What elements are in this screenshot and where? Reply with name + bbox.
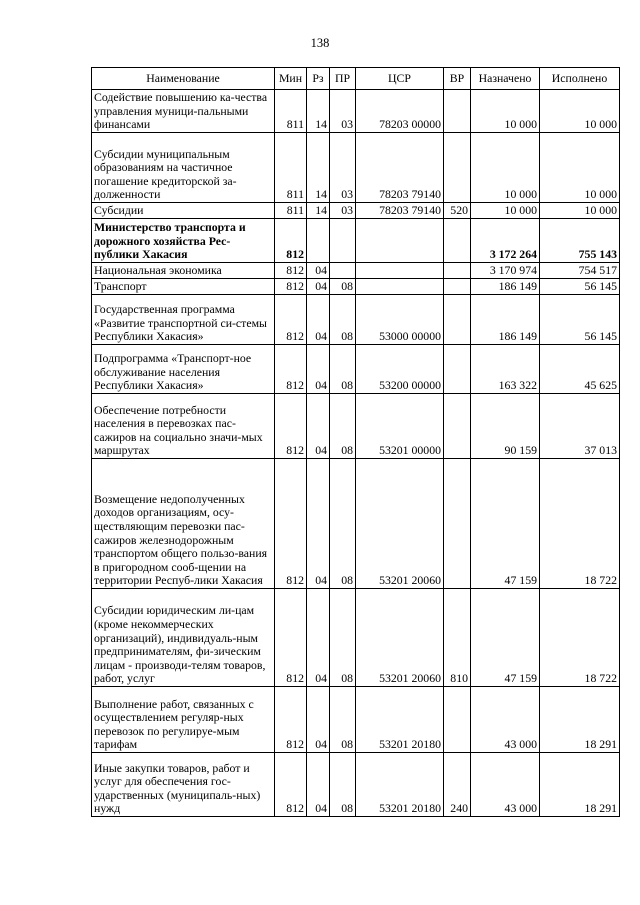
row-min: 812 xyxy=(275,459,307,589)
row-rz: 14 xyxy=(307,203,330,219)
row-csr xyxy=(356,279,444,295)
row-executed: 10 000 xyxy=(540,133,620,203)
row-executed: 754 517 xyxy=(540,263,620,279)
row-assigned: 3 170 974 xyxy=(471,263,540,279)
row-name: Субсидии муниципальным образованиям на частичное погашение кредиторской за-долженности xyxy=(92,133,275,203)
row-executed: 18 722 xyxy=(540,589,620,687)
row-name: Национальная экономика xyxy=(92,263,275,279)
col-header-name: Наименование xyxy=(92,68,275,90)
row-assigned: 186 149 xyxy=(471,295,540,345)
row-vr xyxy=(444,219,471,263)
row-pr: 08 xyxy=(330,753,356,817)
row-rz: 04 xyxy=(307,753,330,817)
row-assigned: 3 172 264 xyxy=(471,219,540,263)
row-rz: 04 xyxy=(307,263,330,279)
col-header-csr: ЦСР xyxy=(356,68,444,90)
col-header-min: Мин xyxy=(275,68,307,90)
row-csr: 53201 20180 xyxy=(356,687,444,753)
row-assigned: 10 000 xyxy=(471,203,540,219)
row-csr: 78203 00000 xyxy=(356,90,444,133)
row-pr: 08 xyxy=(330,279,356,295)
row-name: Министерство транспорта и дорожного хозяйства Рес-публики Хакасия xyxy=(92,219,275,263)
row-csr: 53201 20060 xyxy=(356,589,444,687)
row-csr: 53200 00000 xyxy=(356,345,444,394)
table-row xyxy=(92,90,620,133)
row-min: 812 xyxy=(275,394,307,459)
table-row xyxy=(92,345,620,394)
table-row xyxy=(92,133,620,203)
row-csr: 53201 00000 xyxy=(356,394,444,459)
row-min: 812 xyxy=(275,219,307,263)
row-assigned: 10 000 xyxy=(471,133,540,203)
row-vr: 810 xyxy=(444,589,471,687)
row-rz: 04 xyxy=(307,589,330,687)
row-min: 811 xyxy=(275,203,307,219)
row-vr xyxy=(444,295,471,345)
row-executed: 56 145 xyxy=(540,295,620,345)
table-row xyxy=(92,589,620,687)
table-row xyxy=(92,279,620,295)
row-name: Иные закупки товаров, работ и услуг для обеспечения гос-ударственных (муниципаль-ных) нужд xyxy=(92,753,275,817)
row-pr: 08 xyxy=(330,589,356,687)
page-number: 138 xyxy=(310,36,330,50)
row-executed: 37 013 xyxy=(540,394,620,459)
row-assigned: 186 149 xyxy=(471,279,540,295)
table-row xyxy=(92,219,620,263)
row-min: 812 xyxy=(275,263,307,279)
row-pr: 08 xyxy=(330,687,356,753)
row-name: Субсидии xyxy=(92,203,275,219)
row-assigned: 47 159 xyxy=(471,459,540,589)
table-row xyxy=(92,263,620,279)
row-pr: 08 xyxy=(330,345,356,394)
row-pr: 08 xyxy=(330,394,356,459)
row-name: Подпрограмма «Транспорт-ное обслуживание населения Республики Хакасия» xyxy=(92,345,275,394)
col-header-executed: Исполнено xyxy=(540,68,620,90)
row-csr: 53000 00000 xyxy=(356,295,444,345)
row-min: 812 xyxy=(275,753,307,817)
row-rz: 04 xyxy=(307,279,330,295)
row-executed: 45 625 xyxy=(540,345,620,394)
row-rz: 04 xyxy=(307,459,330,589)
row-vr xyxy=(444,263,471,279)
row-pr: 03 xyxy=(330,90,356,133)
row-pr xyxy=(330,219,356,263)
row-vr xyxy=(444,394,471,459)
row-assigned: 90 159 xyxy=(471,394,540,459)
row-csr: 78203 79140 xyxy=(356,133,444,203)
row-name: Содействие повышению ка-чества управления муници-пальными финансами xyxy=(92,90,275,133)
row-rz: 04 xyxy=(307,394,330,459)
row-pr xyxy=(330,263,356,279)
row-csr: 78203 79140 xyxy=(356,203,444,219)
row-rz: 14 xyxy=(307,133,330,203)
col-header-rz: Рз xyxy=(307,68,330,90)
row-assigned: 163 322 xyxy=(471,345,540,394)
table-row xyxy=(92,687,620,753)
col-header-pr: ПР xyxy=(330,68,356,90)
row-min: 811 xyxy=(275,90,307,133)
table-row xyxy=(92,295,620,345)
row-csr xyxy=(356,219,444,263)
row-vr: 520 xyxy=(444,203,471,219)
row-vr xyxy=(444,687,471,753)
row-pr: 03 xyxy=(330,133,356,203)
row-name: Субсидии юридическим ли-цам (кроме некоммерческих организаций), индивидуаль-ным предпринимателям, фи-зическим лицам - производи-телям товаров, работ, услуг xyxy=(92,589,275,687)
row-csr xyxy=(356,263,444,279)
row-csr: 53201 20060 xyxy=(356,459,444,589)
row-assigned: 43 000 xyxy=(471,753,540,817)
table-row xyxy=(92,459,620,589)
row-name: Возмещение недополученных доходов организациям, осу-ществляющим перевозки пас-сажиров железнодорожным транспортом общего пользо-вания в пригородном сооб-щении на территории Респуб-лики Хакасия xyxy=(92,459,275,589)
budget-table xyxy=(91,67,620,817)
row-executed: 18 722 xyxy=(540,459,620,589)
row-executed: 18 291 xyxy=(540,753,620,817)
row-pr: 03 xyxy=(330,203,356,219)
row-assigned: 47 159 xyxy=(471,589,540,687)
header-row xyxy=(92,68,620,90)
row-executed: 56 145 xyxy=(540,279,620,295)
row-pr: 08 xyxy=(330,459,356,589)
row-assigned: 43 000 xyxy=(471,687,540,753)
row-executed: 10 000 xyxy=(540,203,620,219)
row-name: Государственная программа «Развитие транспортной си-стемы Республики Хакасия» xyxy=(92,295,275,345)
row-rz: 04 xyxy=(307,687,330,753)
col-header-vr: ВР xyxy=(444,68,471,90)
row-rz xyxy=(307,219,330,263)
row-vr xyxy=(444,279,471,295)
row-executed: 755 143 xyxy=(540,219,620,263)
row-assigned: 10 000 xyxy=(471,90,540,133)
row-name: Выполнение работ, связанных с осуществлением регуляр-ных перевозок по регулируе-мым тарифам xyxy=(92,687,275,753)
row-vr xyxy=(444,459,471,589)
row-rz: 04 xyxy=(307,345,330,394)
row-csr: 53201 20180 xyxy=(356,753,444,817)
row-min: 812 xyxy=(275,295,307,345)
row-rz: 14 xyxy=(307,90,330,133)
row-name: Транспорт xyxy=(92,279,275,295)
row-min: 812 xyxy=(275,589,307,687)
row-min: 811 xyxy=(275,133,307,203)
table-row xyxy=(92,753,620,817)
row-name: Обеспечение потребности населения в перевозках пас-сажиров на социально значи-мых маршрутах xyxy=(92,394,275,459)
row-vr xyxy=(444,345,471,394)
row-min: 812 xyxy=(275,279,307,295)
row-min: 812 xyxy=(275,345,307,394)
row-vr: 240 xyxy=(444,753,471,817)
row-pr: 08 xyxy=(330,295,356,345)
col-header-assigned: Назначено xyxy=(471,68,540,90)
table-row xyxy=(92,394,620,459)
row-min: 812 xyxy=(275,687,307,753)
row-vr xyxy=(444,133,471,203)
row-executed: 10 000 xyxy=(540,90,620,133)
row-vr xyxy=(444,90,471,133)
row-executed: 18 291 xyxy=(540,687,620,753)
table-row xyxy=(92,203,620,219)
row-rz: 04 xyxy=(307,295,330,345)
